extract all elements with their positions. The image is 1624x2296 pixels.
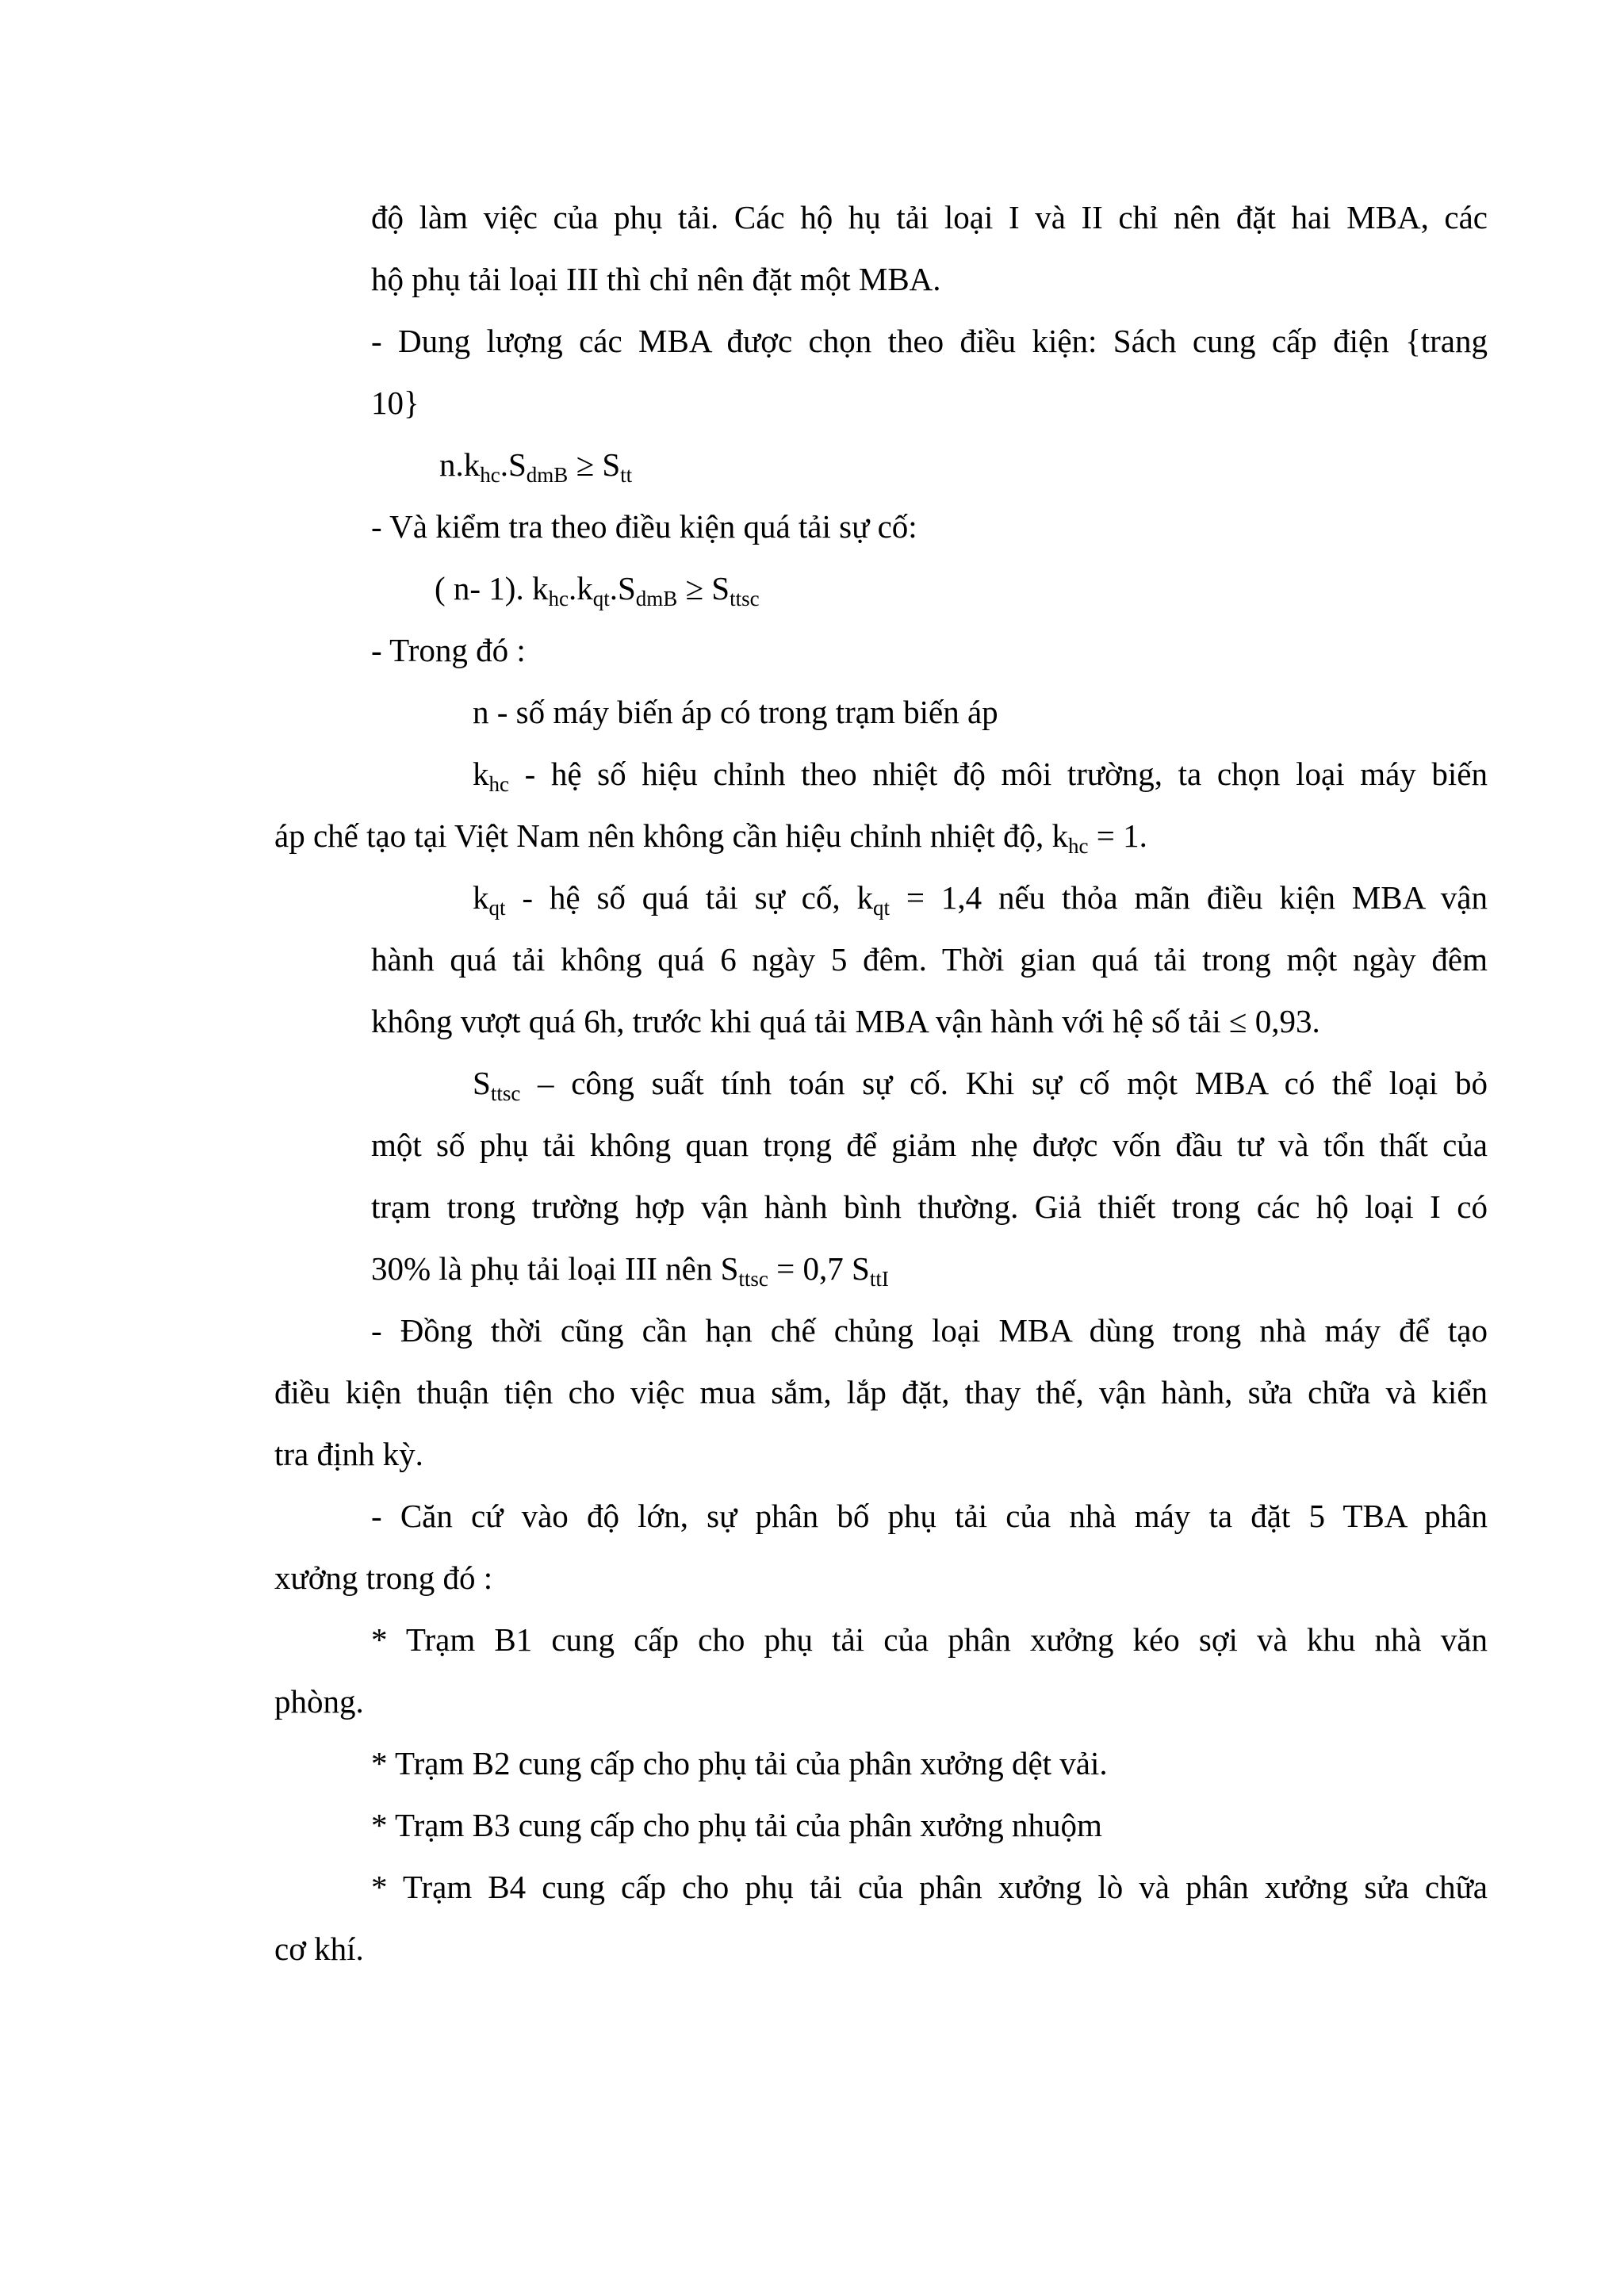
definition-kqt-line-2: hành quá tải không quá 6 ngày 5 đêm. Thời gian quá tải trong một ngày đêm <box>371 941 1488 978</box>
station-b2: * Trạm B2 cung cấp cho phụ tải của phân xưởng dệt vải. <box>371 1745 1108 1781</box>
definition-khc-line-2-value: = 1. <box>1088 817 1147 854</box>
formula-2-sub-hc: hc <box>548 587 569 610</box>
definition-kqt-text: - hệ số quá tải sự cố, k <box>505 879 873 916</box>
definition-khc-text: - hệ số hiệu chỉnh theo nhiệt độ môi trường, ta chọn loại máy biến <box>508 756 1488 792</box>
definition-khc-line-1 <box>473 756 1488 796</box>
paragraph-3: - Và kiểm tra theo điều kiện quá tải sự cố: <box>371 508 917 545</box>
formula-2-mid-1: .k <box>568 570 593 607</box>
station-b1-line-1: * Trạm B1 cung cấp cho phụ tải của phân xưởng kéo sợi và khu nhà văn <box>371 1621 1488 1658</box>
definition-khc-line-2-text: áp chế tạo tại Việt Nam nên không cần hiệu chỉnh nhiệt độ, k <box>274 817 1068 854</box>
formula-2-mid-3: ≥ S <box>677 570 730 607</box>
paragraph-6-line-1: - Căn cứ vào độ lớn, sự phân bố phụ tải của nhà máy ta đặt 5 TBA phân <box>371 1498 1488 1534</box>
formula-2-sub-qt: qt <box>592 587 610 610</box>
definition-kqt-symbol: k <box>473 879 489 916</box>
definition-sttsc-line-4 <box>371 1250 889 1291</box>
formula-overload-check <box>435 570 760 610</box>
formula-1-sub-tt: tt <box>620 463 633 487</box>
formula-1-prefix: n.k <box>439 446 481 483</box>
formula-2-prefix: ( n- 1). k <box>435 570 549 607</box>
station-b1-line-2: phòng. <box>274 1683 364 1720</box>
definition-sttsc-line-1 <box>473 1065 1488 1105</box>
definition-sttsc-line-3: trạm trong trường hợp vận hành bình thường. Giả thiết trong các hộ loại I có <box>371 1188 1488 1225</box>
paragraph-5-line-3: tra định kỳ. <box>274 1436 423 1472</box>
definition-kqt-line-1 <box>473 879 1488 920</box>
definition-sttsc-line-4-text: 30% là phụ tải loại III nên S <box>371 1250 739 1287</box>
formula-rated-capacity <box>439 446 633 487</box>
definition-kqt-text-rest: = 1,4 nếu thỏa mãn điều kiện MBA vận <box>890 879 1488 916</box>
station-b4-line-2: cơ khí. <box>274 1931 364 1967</box>
paragraph-5-line-2: điều kiện thuận tiện cho việc mua sắm, lắp đặt, thay thế, vận hành, sửa chữa và kiển <box>274 1374 1488 1410</box>
paragraph-4: - Trong đó : <box>371 632 526 668</box>
definition-sttsc-line-4-sub-1: ttsc <box>738 1267 768 1291</box>
formula-1-sub-hc: hc <box>480 463 500 487</box>
paragraph-6-line-2: xưởng trong đó : <box>274 1559 493 1596</box>
station-b4-line-1: * Trạm B4 cung cấp cho phụ tải của phân xưởng lò và phân xưởng sửa chữa <box>371 1869 1488 1905</box>
formula-1-mid-2: ≥ S <box>568 446 621 483</box>
definition-kqt-inline-sub: qt <box>873 896 891 920</box>
definition-sttsc-symbol: S <box>473 1065 491 1101</box>
definition-khc-symbol-sub: hc <box>488 772 509 796</box>
paragraph-5-line-1: - Đồng thời cũng cần hạn chế chủng loại MBA dùng trong nhà máy để tạo <box>371 1312 1488 1349</box>
definition-sttsc-line-4-mid: = 0,7 S <box>768 1250 870 1287</box>
definition-sttsc-symbol-sub: ttsc <box>490 1081 521 1105</box>
definition-sttsc-line-4-sub-2: ttI <box>869 1267 889 1291</box>
formula-1-mid-1: .S <box>500 446 527 483</box>
formula-1-sub-dmb: dmB <box>526 463 569 487</box>
definition-khc-line-2 <box>274 817 1147 858</box>
paragraph-2-line-1: - Dung lượng các MBA được chọn theo điều kiện: Sách cung cấp điện {trang <box>371 323 1488 359</box>
station-b3: * Trạm B3 cung cấp cho phụ tải của phân xưởng nhuộm <box>371 1807 1102 1843</box>
definition-sttsc-text: – công suất tính toán sự cố. Khi sự cố một MBA có thể loại bỏ <box>520 1065 1488 1101</box>
definition-sttsc-line-2: một số phụ tải không quan trọng để giảm nhẹ được vốn đầu tư và tổn thất của <box>371 1127 1488 1163</box>
definition-kqt-line-3: không vượt quá 6h, trước khi quá tải MBA vận hành với hệ số tải ≤ 0,93. <box>371 1003 1320 1039</box>
definition-khc-line-2-sub: hc <box>1068 834 1089 858</box>
definition-n: n - số máy biến áp có trong trạm biến áp <box>473 694 998 730</box>
paragraph-1-line-1: độ làm việc của phụ tải. Các hộ hụ tải loại I và II chỉ nên đặt hai MBA, các <box>371 199 1488 235</box>
formula-2-sub-ttsc: ttsc <box>730 587 760 610</box>
paragraph-2-line-2: 10} <box>371 385 419 421</box>
definition-khc-symbol: k <box>473 756 489 792</box>
definition-kqt-symbol-sub: qt <box>488 896 506 920</box>
formula-2-sub-dmb: dmB <box>635 587 678 610</box>
paragraph-1-line-2: hộ phụ tải loại III thì chỉ nên đặt một MBA. <box>371 261 941 297</box>
formula-2-mid-2: .S <box>609 570 636 607</box>
